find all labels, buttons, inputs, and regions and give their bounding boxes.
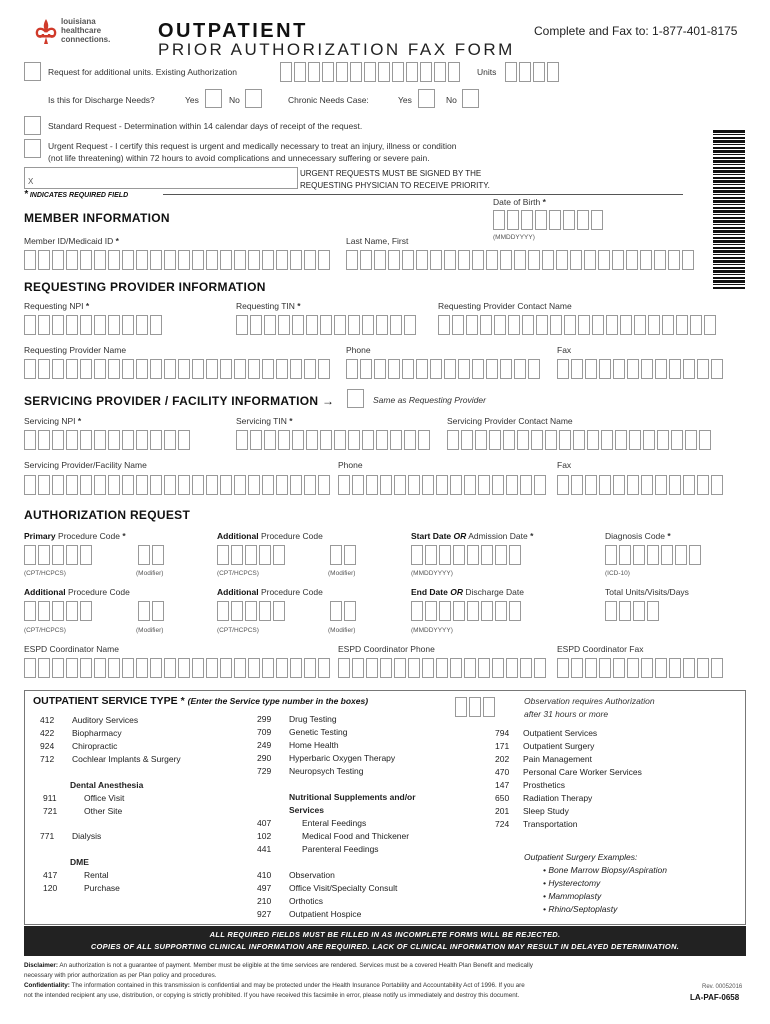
- urgent-request-label: Urgent Request - I certify this request is urgent and medically necessary to treat an injury, illness or condition: [48, 141, 457, 151]
- modifier-hint: (Modifier): [136, 570, 164, 577]
- servicing-npi-label: [24, 416, 81, 426]
- urgent-note: [300, 168, 490, 192]
- discharge-label: Is this for Discharge Needs?: [48, 95, 155, 105]
- logo-line: healthcare: [61, 26, 102, 35]
- servicing-phone-boxes[interactable]: [338, 475, 546, 495]
- disclaimer-line-2: necessary with prior authorization as per Plan policy and procedures.: [24, 972, 217, 979]
- service-title-text: OUTPATIENT SERVICE TYPE: [33, 695, 178, 707]
- espd-phone-label: ESPD Coordinator Phone: [338, 644, 435, 654]
- disclaimer-bold: Disclaimer:: [24, 962, 58, 969]
- chronic-yes-checkbox[interactable]: [418, 89, 435, 108]
- confidentiality-line: [24, 981, 684, 991]
- icd-hint: (ICD-10): [605, 570, 630, 577]
- banner-line: ALL REQUIRED FIELDS MUST BE FILLED IN AS INCOMPLETE FORMS WILL BE REJECTED.: [209, 930, 561, 939]
- additional-code-label-2: [24, 587, 130, 597]
- servicing-phone-label: Phone: [338, 460, 363, 470]
- requesting-npi-boxes[interactable]: [24, 315, 162, 335]
- item-code: 412: [40, 715, 55, 725]
- list-item: [257, 896, 323, 906]
- item-label: Sleep Study: [523, 806, 569, 816]
- item-code: 470: [495, 767, 510, 777]
- item-code: 407: [257, 818, 272, 828]
- confidentiality-bold: Confidentiality:: [24, 982, 70, 989]
- list-item: [495, 780, 565, 790]
- required-star: *: [289, 416, 293, 426]
- required-star: *: [180, 695, 185, 707]
- servicing-fax-label: Fax: [557, 460, 572, 470]
- requesting-provider-title: REQUESTING PROVIDER INFORMATION: [24, 280, 266, 294]
- same-as-requesting-label: Same as Requesting Provider: [373, 395, 486, 405]
- item-label: Neuropsych Testing: [289, 766, 364, 776]
- requesting-phone-boxes[interactable]: [346, 359, 540, 379]
- required-star: *: [115, 236, 119, 246]
- item-code: 729: [257, 766, 272, 776]
- fleur-de-lis-icon: [34, 18, 58, 46]
- member-id-text: Member ID/Medicaid ID: [24, 236, 114, 246]
- espd-name-boxes[interactable]: [24, 658, 330, 678]
- or-text: OR: [453, 531, 467, 541]
- required-legend-text: INDICATES REQUIRED FIELD: [29, 192, 129, 199]
- diagnosis-code-label: [605, 531, 671, 541]
- requesting-npi-text: Requesting NPI: [24, 301, 84, 311]
- additional-text: Procedure Code: [260, 531, 323, 541]
- end-date-label: [411, 587, 524, 597]
- dental-header: Dental Anesthesia: [70, 780, 144, 790]
- additional-modifier-boxes[interactable]: [330, 545, 356, 565]
- discharge-yes-checkbox[interactable]: [205, 89, 222, 108]
- dob-boxes[interactable]: [493, 210, 603, 230]
- item-label: Office Visit: [84, 793, 125, 803]
- urgent-request-label-2: (not life threatening) within 72 hours to avoid complications and unnecessary suffering or severe pain.: [48, 153, 430, 163]
- espd-fax-label: ESPD Coordinator Fax: [557, 644, 644, 654]
- no-label: No: [446, 95, 457, 105]
- diagnosis-code-boxes[interactable]: [605, 545, 701, 565]
- required-legend: [24, 189, 128, 200]
- item-code: 794: [495, 728, 510, 738]
- required-star: *: [85, 301, 90, 311]
- item-label: Dialysis: [72, 831, 102, 841]
- item-label: Observation: [289, 870, 335, 880]
- modifier-hint: (Modifier): [328, 570, 356, 577]
- item-label: Medical Food and Thickener: [302, 831, 410, 841]
- date-format-hint: (MMDDYYYY): [411, 570, 453, 577]
- fax-number: Complete and Fax to: 1-877-401-8175: [534, 24, 738, 38]
- item-code: 422: [40, 728, 55, 738]
- date-format-hint: (MMDDYYYY): [411, 627, 453, 634]
- total-units-label: Total Units/Visits/Days: [605, 587, 689, 597]
- list-item: [495, 806, 569, 816]
- cpt-hint: (CPT/HCPCS): [24, 570, 66, 577]
- servicing-name-boxes[interactable]: [24, 475, 330, 495]
- list-item: [257, 883, 397, 893]
- start-date-label: [411, 531, 533, 541]
- item-code: 249: [257, 740, 272, 750]
- item-label: Parenteral Feedings: [302, 844, 379, 854]
- standard-request-checkbox[interactable]: [24, 116, 41, 135]
- item-label: Radiation Therapy: [523, 793, 593, 803]
- espd-phone-boxes[interactable]: [338, 658, 546, 678]
- no-label: No: [229, 95, 240, 105]
- item-label: Prosthetics: [523, 780, 566, 790]
- item-label: Office Visit/Specialty Consult: [289, 883, 398, 893]
- item-label: Rental: [84, 870, 109, 880]
- confidentiality-line-2: not the intended recipient any use, distribution, or copying is strictly prohibited. If you have received this facsimile in error, please notify us immediately and destroy this document.: [24, 992, 520, 999]
- servicing-provider-title: [24, 394, 334, 408]
- item-code: 290: [257, 753, 272, 763]
- additional-text: Procedure Code: [260, 587, 323, 597]
- cpt-hint: (CPT/HCPCS): [217, 627, 259, 634]
- revision: Rev. 00052016: [702, 984, 743, 990]
- item-code: 924: [40, 741, 55, 751]
- item-code: 171: [495, 741, 510, 751]
- list-item: [40, 715, 138, 725]
- list-item: [495, 793, 592, 803]
- item-label: Outpatient Hospice: [289, 909, 362, 919]
- dob-format: (MMDDYYYY): [493, 234, 535, 241]
- existing-auth-boxes[interactable]: [280, 62, 460, 82]
- form-title: OUTPATIENT: [158, 20, 308, 42]
- required-star: *: [297, 301, 301, 311]
- list-item: [40, 728, 122, 738]
- list-item: [495, 754, 592, 764]
- modifier-hint: (Modifier): [136, 627, 164, 634]
- servicing-provider-title-text: SERVICING PROVIDER / FACILITY INFORMATION: [24, 394, 319, 408]
- list-item: [257, 870, 335, 880]
- logo: [34, 16, 114, 52]
- barcode: [713, 130, 745, 290]
- additional-bold: Additional: [217, 587, 259, 597]
- servicing-contact-boxes[interactable]: [447, 430, 711, 450]
- observation-note-line: Observation requires Authorization: [524, 696, 655, 706]
- surgery-example: • Bone Marrow Biopsy/Aspiration: [543, 865, 667, 875]
- servicing-fax-boxes[interactable]: [557, 475, 723, 495]
- member-info-title: MEMBER INFORMATION: [24, 211, 170, 225]
- end-date-boxes[interactable]: [411, 601, 521, 621]
- yes-label: Yes: [398, 95, 412, 105]
- disclaimer-line: [24, 961, 684, 971]
- signature-x: X: [28, 177, 34, 186]
- item-label: Hyperbaric Oxygen Therapy: [289, 753, 396, 763]
- logo-line: louisiana: [61, 17, 96, 26]
- standard-request-label: Standard Request - Determination within 14 calendar days of receipt of the request.: [48, 121, 363, 131]
- item-code: 497: [257, 883, 272, 893]
- additional-units-checkbox[interactable]: [24, 62, 41, 81]
- requesting-tin-label: [236, 301, 301, 311]
- additional-modifier-boxes-3[interactable]: [330, 601, 356, 621]
- units-boxes[interactable]: [505, 62, 559, 82]
- start-text: Admission Date: [468, 531, 528, 541]
- member-id-boxes[interactable]: [24, 250, 330, 270]
- item-code: 202: [495, 754, 510, 764]
- form-code: LA-PAF-0658: [690, 993, 740, 1002]
- observation-note-line: after 31 hours or more: [524, 709, 609, 719]
- member-id-label: [24, 236, 119, 246]
- discharge-no-checkbox[interactable]: [245, 89, 262, 108]
- item-code: 299: [257, 714, 272, 724]
- item-code: 724: [495, 819, 510, 829]
- urgent-request-checkbox[interactable]: [24, 139, 41, 158]
- list-item: [43, 870, 109, 880]
- item-code: 441: [257, 844, 272, 854]
- surgery-example: • Mammoplasty: [543, 891, 602, 901]
- item-label: Genetic Testing: [289, 727, 348, 737]
- list-item: [257, 740, 339, 750]
- warning-banner: [24, 926, 746, 956]
- item-label: Transportation: [523, 819, 578, 829]
- requesting-npi-label: [24, 301, 89, 311]
- requesting-name-label: Requesting Provider Name: [24, 345, 127, 355]
- requesting-fax-boxes[interactable]: [557, 359, 723, 379]
- required-star: *: [542, 197, 546, 207]
- item-label: Purchase: [84, 883, 120, 893]
- list-item: [257, 753, 395, 763]
- start-bold: Start Date: [411, 531, 452, 541]
- arrow-right-icon: →: [321, 394, 335, 408]
- observation-note: [524, 695, 655, 721]
- list-item: [40, 754, 181, 764]
- item-code: 417: [43, 870, 58, 880]
- item-label: Drug Testing: [289, 714, 337, 724]
- espd-name-label: ESPD Coordinator Name: [24, 644, 119, 654]
- additional-units-label: Request for additional units. Existing Authorization: [48, 67, 238, 77]
- servicing-tin-label: [236, 416, 293, 426]
- dob-label: [493, 197, 546, 207]
- primary-modifier-boxes[interactable]: [138, 545, 164, 565]
- logo-line: connections.: [61, 35, 111, 44]
- list-item: [495, 728, 597, 738]
- item-code: 120: [43, 883, 58, 893]
- surgery-example: • Hysterectomy: [543, 878, 601, 888]
- end-bold: End Date: [411, 587, 448, 597]
- item-label: Biopharmacy: [72, 728, 122, 738]
- servicing-tin-boxes[interactable]: [236, 430, 430, 450]
- list-item: [257, 831, 409, 841]
- additional-text: Procedure Code: [67, 587, 130, 597]
- nutrition-header: Nutritional Supplements and/or: [289, 792, 416, 802]
- chronic-no-checkbox[interactable]: [462, 89, 479, 108]
- nutrition-header-2: Services: [289, 805, 324, 815]
- required-star: *: [667, 531, 671, 541]
- additional-bold: Additional: [217, 531, 259, 541]
- item-label: Pain Management: [523, 754, 592, 764]
- list-item: [257, 766, 364, 776]
- requesting-phone-label: Phone: [346, 345, 371, 355]
- list-item: [43, 806, 122, 816]
- primary-text: Procedure Code: [58, 531, 120, 541]
- total-units-boxes[interactable]: [605, 601, 659, 621]
- urgent-note-line: REQUESTING PHYSICIAN TO RECEIVE PRIORITY.: [300, 181, 490, 190]
- primary-code-boxes[interactable]: [24, 545, 92, 565]
- service-type-title: [33, 695, 368, 707]
- start-date-boxes[interactable]: [411, 545, 521, 565]
- item-code: 721: [43, 806, 58, 816]
- list-item: [495, 767, 642, 777]
- list-item: [257, 909, 361, 919]
- item-label: Personal Care Worker Services: [523, 767, 642, 777]
- requesting-tin-boxes[interactable]: [236, 315, 416, 335]
- additional-code-boxes-2[interactable]: [24, 601, 92, 621]
- member-name-boxes[interactable]: [346, 250, 694, 270]
- list-item: [257, 818, 366, 828]
- list-item: [257, 844, 379, 854]
- divider: [163, 194, 683, 195]
- item-code: 771: [40, 831, 55, 841]
- servicing-tin-text: Servicing TIN: [236, 416, 287, 426]
- item-label: Auditory Services: [72, 715, 139, 725]
- additional-modifier-boxes-2[interactable]: [138, 601, 164, 621]
- additional-code-label: [217, 531, 323, 541]
- requesting-contact-boxes[interactable]: [438, 315, 716, 335]
- required-star: *: [24, 189, 28, 200]
- list-item: [257, 727, 347, 737]
- member-name-label: Last Name, First: [346, 236, 409, 246]
- required-star: *: [77, 416, 82, 426]
- primary-code-label: [24, 531, 126, 541]
- list-item: [40, 831, 101, 841]
- diag-text: Diagnosis Code: [605, 531, 666, 541]
- list-item: [43, 883, 120, 893]
- required-star: *: [122, 531, 126, 541]
- additional-bold: Additional: [24, 587, 66, 597]
- list-item: [257, 714, 337, 724]
- item-code: 712: [40, 754, 55, 764]
- dme-header: DME: [70, 857, 89, 867]
- service-type-boxes[interactable]: [455, 697, 495, 717]
- item-label: Outpatient Services: [523, 728, 598, 738]
- item-code: 147: [495, 780, 510, 790]
- servicing-name-label: Servicing Provider/Facility Name: [24, 460, 147, 470]
- or-text: OR: [450, 587, 463, 597]
- authorization-request-title: AUTHORIZATION REQUEST: [24, 508, 191, 522]
- dob-text: Date of Birth: [493, 197, 541, 207]
- end-text: Discharge Date: [465, 587, 524, 597]
- item-label: Orthotics: [289, 896, 324, 906]
- item-code: 102: [257, 831, 272, 841]
- item-label: Outpatient Surgery: [523, 741, 595, 751]
- item-label: Cochlear Implants & Surgery: [72, 754, 181, 764]
- servicing-npi-boxes[interactable]: [24, 430, 190, 450]
- item-code: 911: [43, 793, 57, 803]
- cpt-hint: (CPT/HCPCS): [24, 627, 66, 634]
- item-code: 410: [257, 870, 272, 880]
- item-code: 709: [257, 727, 272, 737]
- additional-code-label-3: [217, 587, 323, 597]
- required-star: *: [530, 531, 534, 541]
- servicing-contact-label: Servicing Provider Contact Name: [447, 416, 573, 426]
- list-item: [495, 819, 578, 829]
- same-as-requesting-checkbox[interactable]: [347, 389, 364, 408]
- item-label: Other Site: [84, 806, 123, 816]
- form-subtitle: PRIOR AUTHORIZATION FAX FORM: [158, 40, 515, 59]
- list-item: [40, 741, 117, 751]
- signature-field[interactable]: [24, 167, 298, 189]
- cpt-hint: (CPT/HCPCS): [217, 570, 259, 577]
- yes-label: Yes: [185, 95, 199, 105]
- requesting-name-boxes[interactable]: [24, 359, 330, 379]
- list-item: [495, 741, 594, 751]
- requesting-fax-label: Fax: [557, 345, 572, 355]
- item-code: 201: [495, 806, 510, 816]
- item-code: 927: [257, 909, 272, 919]
- chronic-label: Chronic Needs Case:: [288, 95, 369, 105]
- service-instructions: (Enter the Service type number in the boxes): [187, 696, 369, 706]
- item-code: 650: [495, 793, 510, 803]
- primary-bold: Primary: [24, 531, 56, 541]
- confidentiality-text: The information contained in this transmission is confidential and may be protected under the Health Insurance Portability and Accountability Act of 1996. If you are: [71, 982, 525, 989]
- list-item: [43, 793, 124, 803]
- surgery-example: • Rhino/Septoplasty: [543, 904, 618, 914]
- units-label: Units: [477, 67, 497, 77]
- servicing-npi-text: Servicing NPI: [24, 416, 76, 426]
- espd-fax-boxes[interactable]: [557, 658, 723, 678]
- additional-code-boxes-3[interactable]: [217, 601, 285, 621]
- urgent-note-line: URGENT REQUESTS MUST BE SIGNED BY THE: [300, 169, 482, 178]
- requesting-tin-text: Requesting TIN: [236, 301, 295, 311]
- requesting-contact-label: Requesting Provider Contact Name: [438, 301, 572, 311]
- additional-code-boxes[interactable]: [217, 545, 285, 565]
- item-label: Chiropractic: [72, 741, 118, 751]
- item-label: Home Health: [289, 740, 339, 750]
- item-label: Enteral Feedings: [302, 818, 367, 828]
- item-code: 210: [257, 896, 272, 906]
- modifier-hint: (Modifier): [328, 627, 356, 634]
- banner-line: COPIES OF ALL SUPPORTING CLINICAL INFORMATION ARE REQUIRED. LACK OF CLINICAL INFORMATION MAY RESULT IN DELAYED DETERMINATION.: [90, 942, 680, 951]
- disclaimer: [24, 961, 684, 1001]
- disclaimer-text: An authorization is not a guarantee of payment. Member must be eligible at the time services are rendered. Services must be a covered Health Plan Benefit and medically: [59, 962, 533, 969]
- surgery-examples-title: Outpatient Surgery Examples:: [524, 852, 638, 862]
